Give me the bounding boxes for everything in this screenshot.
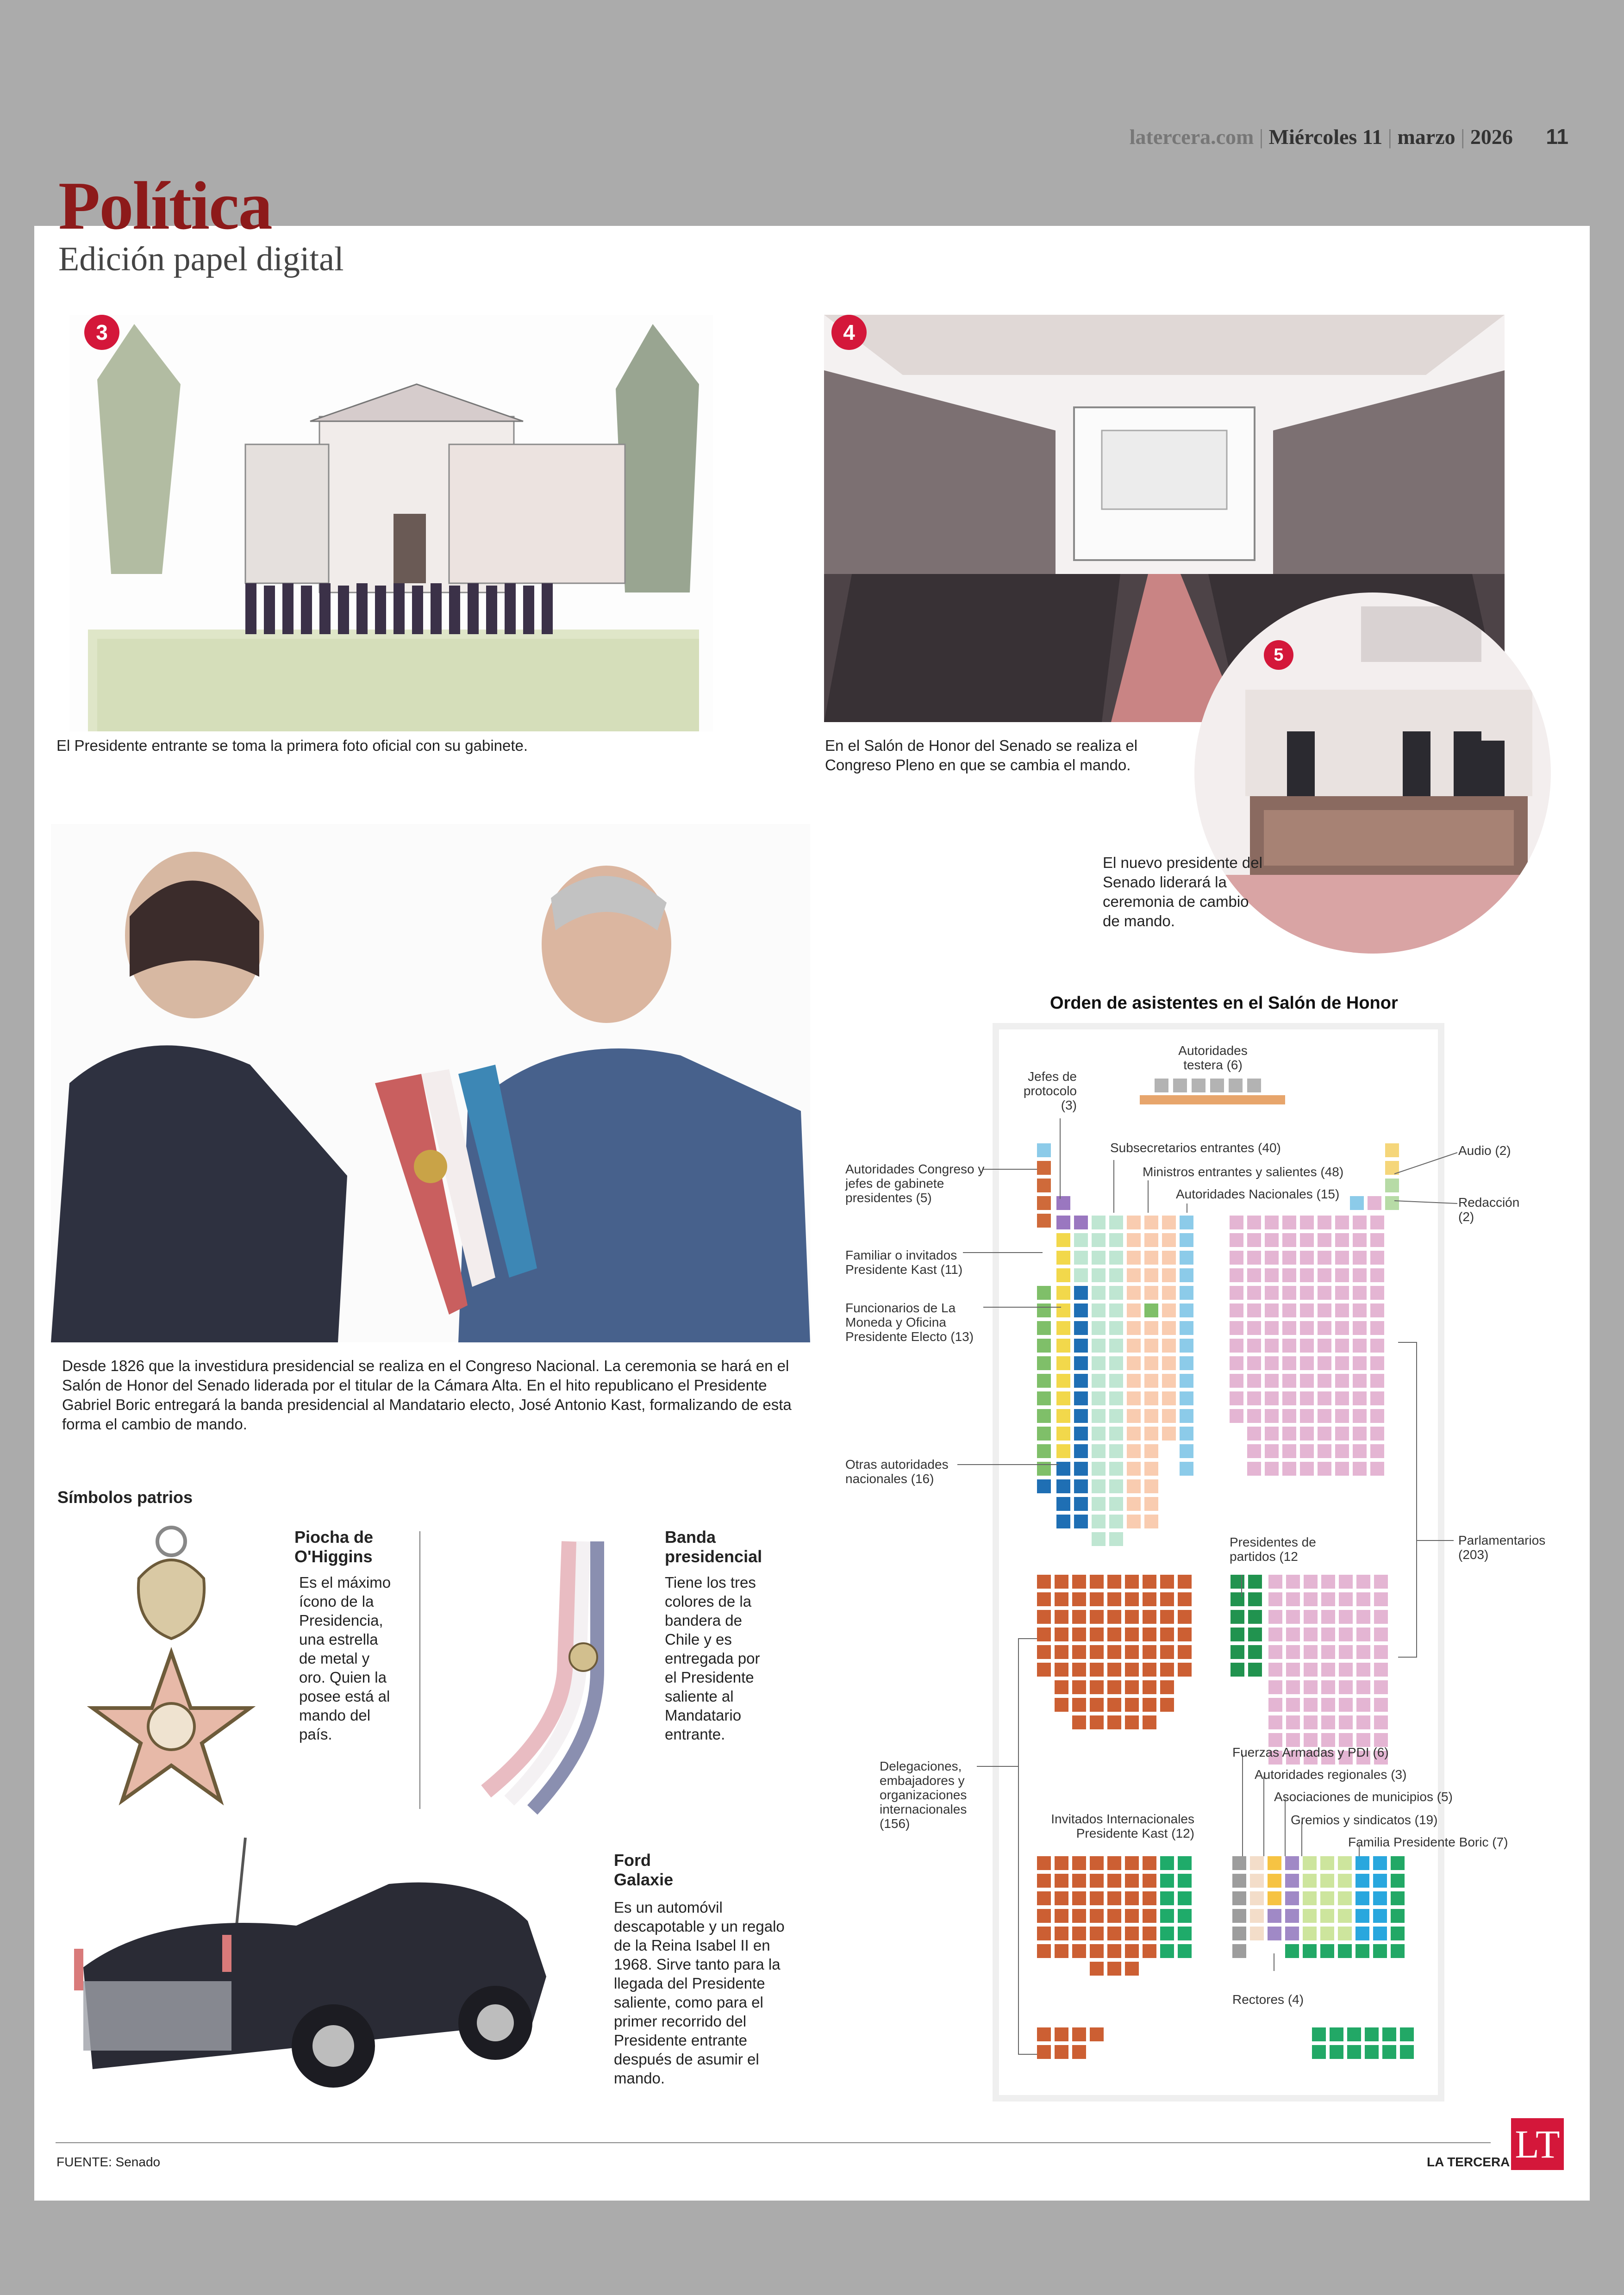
ford-text: Es un automóvil descapotable y un regalo de la Reina Isabel II en 1968. Sirve tanto para la llegada del Presidente saliente, como para el primer recorrido del Presidente entrante después de asumir el mando.: [614, 1899, 785, 2087]
label-delegaciones: Delegaciones, embajadores y organizaciones internacionales (156): [880, 1759, 967, 1831]
piocha-title: Piocha de O'Higgins: [294, 1528, 374, 1566]
header-month: marzo: [1397, 125, 1455, 149]
footer-rule: [56, 2142, 1491, 2143]
label-otras-autoridades: Otras autoridades nacionales (16): [845, 1457, 949, 1486]
caption-entrega-banda: Desde 1826 que la investidura presidencial se realiza en el Congreso Nacional. La ceremonia se hará en el Salón de Honor del Senado liderada por el titular de la Cámara Alta. En el hito republicano el Presidente Gabriel Boric entregará la banda presidencial al Mandatario electo, José Antonio Kast, formalizando de esta forma el cambio de mando.: [62, 1357, 792, 1433]
banda-text: Tiene los tres colores de la bandera de Chile y es entregada por el Presidente saliente al Mandatario entrante.: [665, 1574, 760, 1743]
photo-badge-3: 3: [84, 315, 119, 350]
header-day: Miércoles 11: [1268, 125, 1383, 149]
label-audio: Audio (2): [1458, 1143, 1511, 1158]
label-municipios: Asociaciones de municipios (5): [1274, 1790, 1453, 1804]
photo-badge-4: 4: [831, 315, 867, 350]
label-parlamentarios: Parlamentarios (203): [1458, 1533, 1546, 1562]
label-familiar-kast: Familiar o invitados Presidente Kast (11): [845, 1248, 963, 1277]
photo-badge-5: 5: [1264, 640, 1293, 670]
label-ministros: Ministros entrantes y salientes (48): [1143, 1165, 1344, 1179]
label-autoridades-nacionales: Autoridades Nacionales (15): [1176, 1187, 1340, 1201]
label-autoridades-congreso: Autoridades Congreso y jefes de gabinete presidentes (5): [845, 1162, 985, 1205]
page-number: 11: [1546, 125, 1568, 149]
label-rectores: Rectores (4): [1232, 1992, 1304, 2007]
footer-source: FUENTE: Senado: [56, 2155, 161, 2169]
section-subtitle: Edición papel digital: [58, 240, 344, 278]
label-subsecretarios: Subsecretarios entrantes (40): [1110, 1141, 1281, 1155]
label-regionales: Autoridades regionales (3): [1255, 1767, 1407, 1782]
lt-logo: LT: [1511, 2118, 1564, 2170]
ford-title: Ford Galaxie: [614, 1851, 674, 1889]
label-presidentes-partidos: Presidentes de partidos (12: [1230, 1535, 1316, 1564]
label-familia-boric: Familia Presidente Boric (7): [1348, 1835, 1508, 1849]
footer-brand: LA TERCERA: [1427, 2155, 1510, 2169]
label-gremios: Gremios y sindicatos (19): [1291, 1813, 1438, 1827]
caption-gabinete: El Presidente entrante se toma la primera foto oficial con su gabinete.: [56, 737, 528, 754]
caption-salon-honor: En el Salón de Honor del Senado se realiza el Congreso Pleno en que se cambia el mando.: [825, 737, 1138, 773]
piocha-text: Es el máximo ícono de la Presidencia, una estrella de metal y oro. Quien la posee está al mando del país.: [299, 1574, 391, 1743]
banda-title: Banda presidencial: [665, 1528, 762, 1566]
caption-presidente-senado: El nuevo presidente del Senado liderará la ceremonia de cambio de mando.: [1103, 854, 1262, 929]
symbols-title: Símbolos patrios: [57, 1488, 193, 1507]
label-jefes-protocolo: Jefes de protocolo (3): [1023, 1069, 1077, 1112]
page-header: latercera.com | Miércoles 11 | marzo | 2026 11: [1129, 125, 1568, 149]
site-name[interactable]: latercera.com: [1129, 125, 1254, 149]
label-funcionarios: Funcionarios de La Moneda y Oficina Presidente Electo (13): [845, 1301, 974, 1344]
section-title: Política: [58, 168, 272, 244]
label-ffaa: Fuerzas Armadas y PDI (6): [1232, 1745, 1389, 1759]
label-redaccion: Redacción (2): [1458, 1195, 1520, 1224]
chart-title: Orden de asistentes en el Salón de Honor: [1050, 993, 1398, 1013]
label-testera: Autoridades testera (6): [1178, 1043, 1248, 1072]
header-year: 2026: [1470, 125, 1513, 149]
label-invitados-kast: Invitados Internacionales Presidente Kast (12): [1051, 1812, 1194, 1840]
